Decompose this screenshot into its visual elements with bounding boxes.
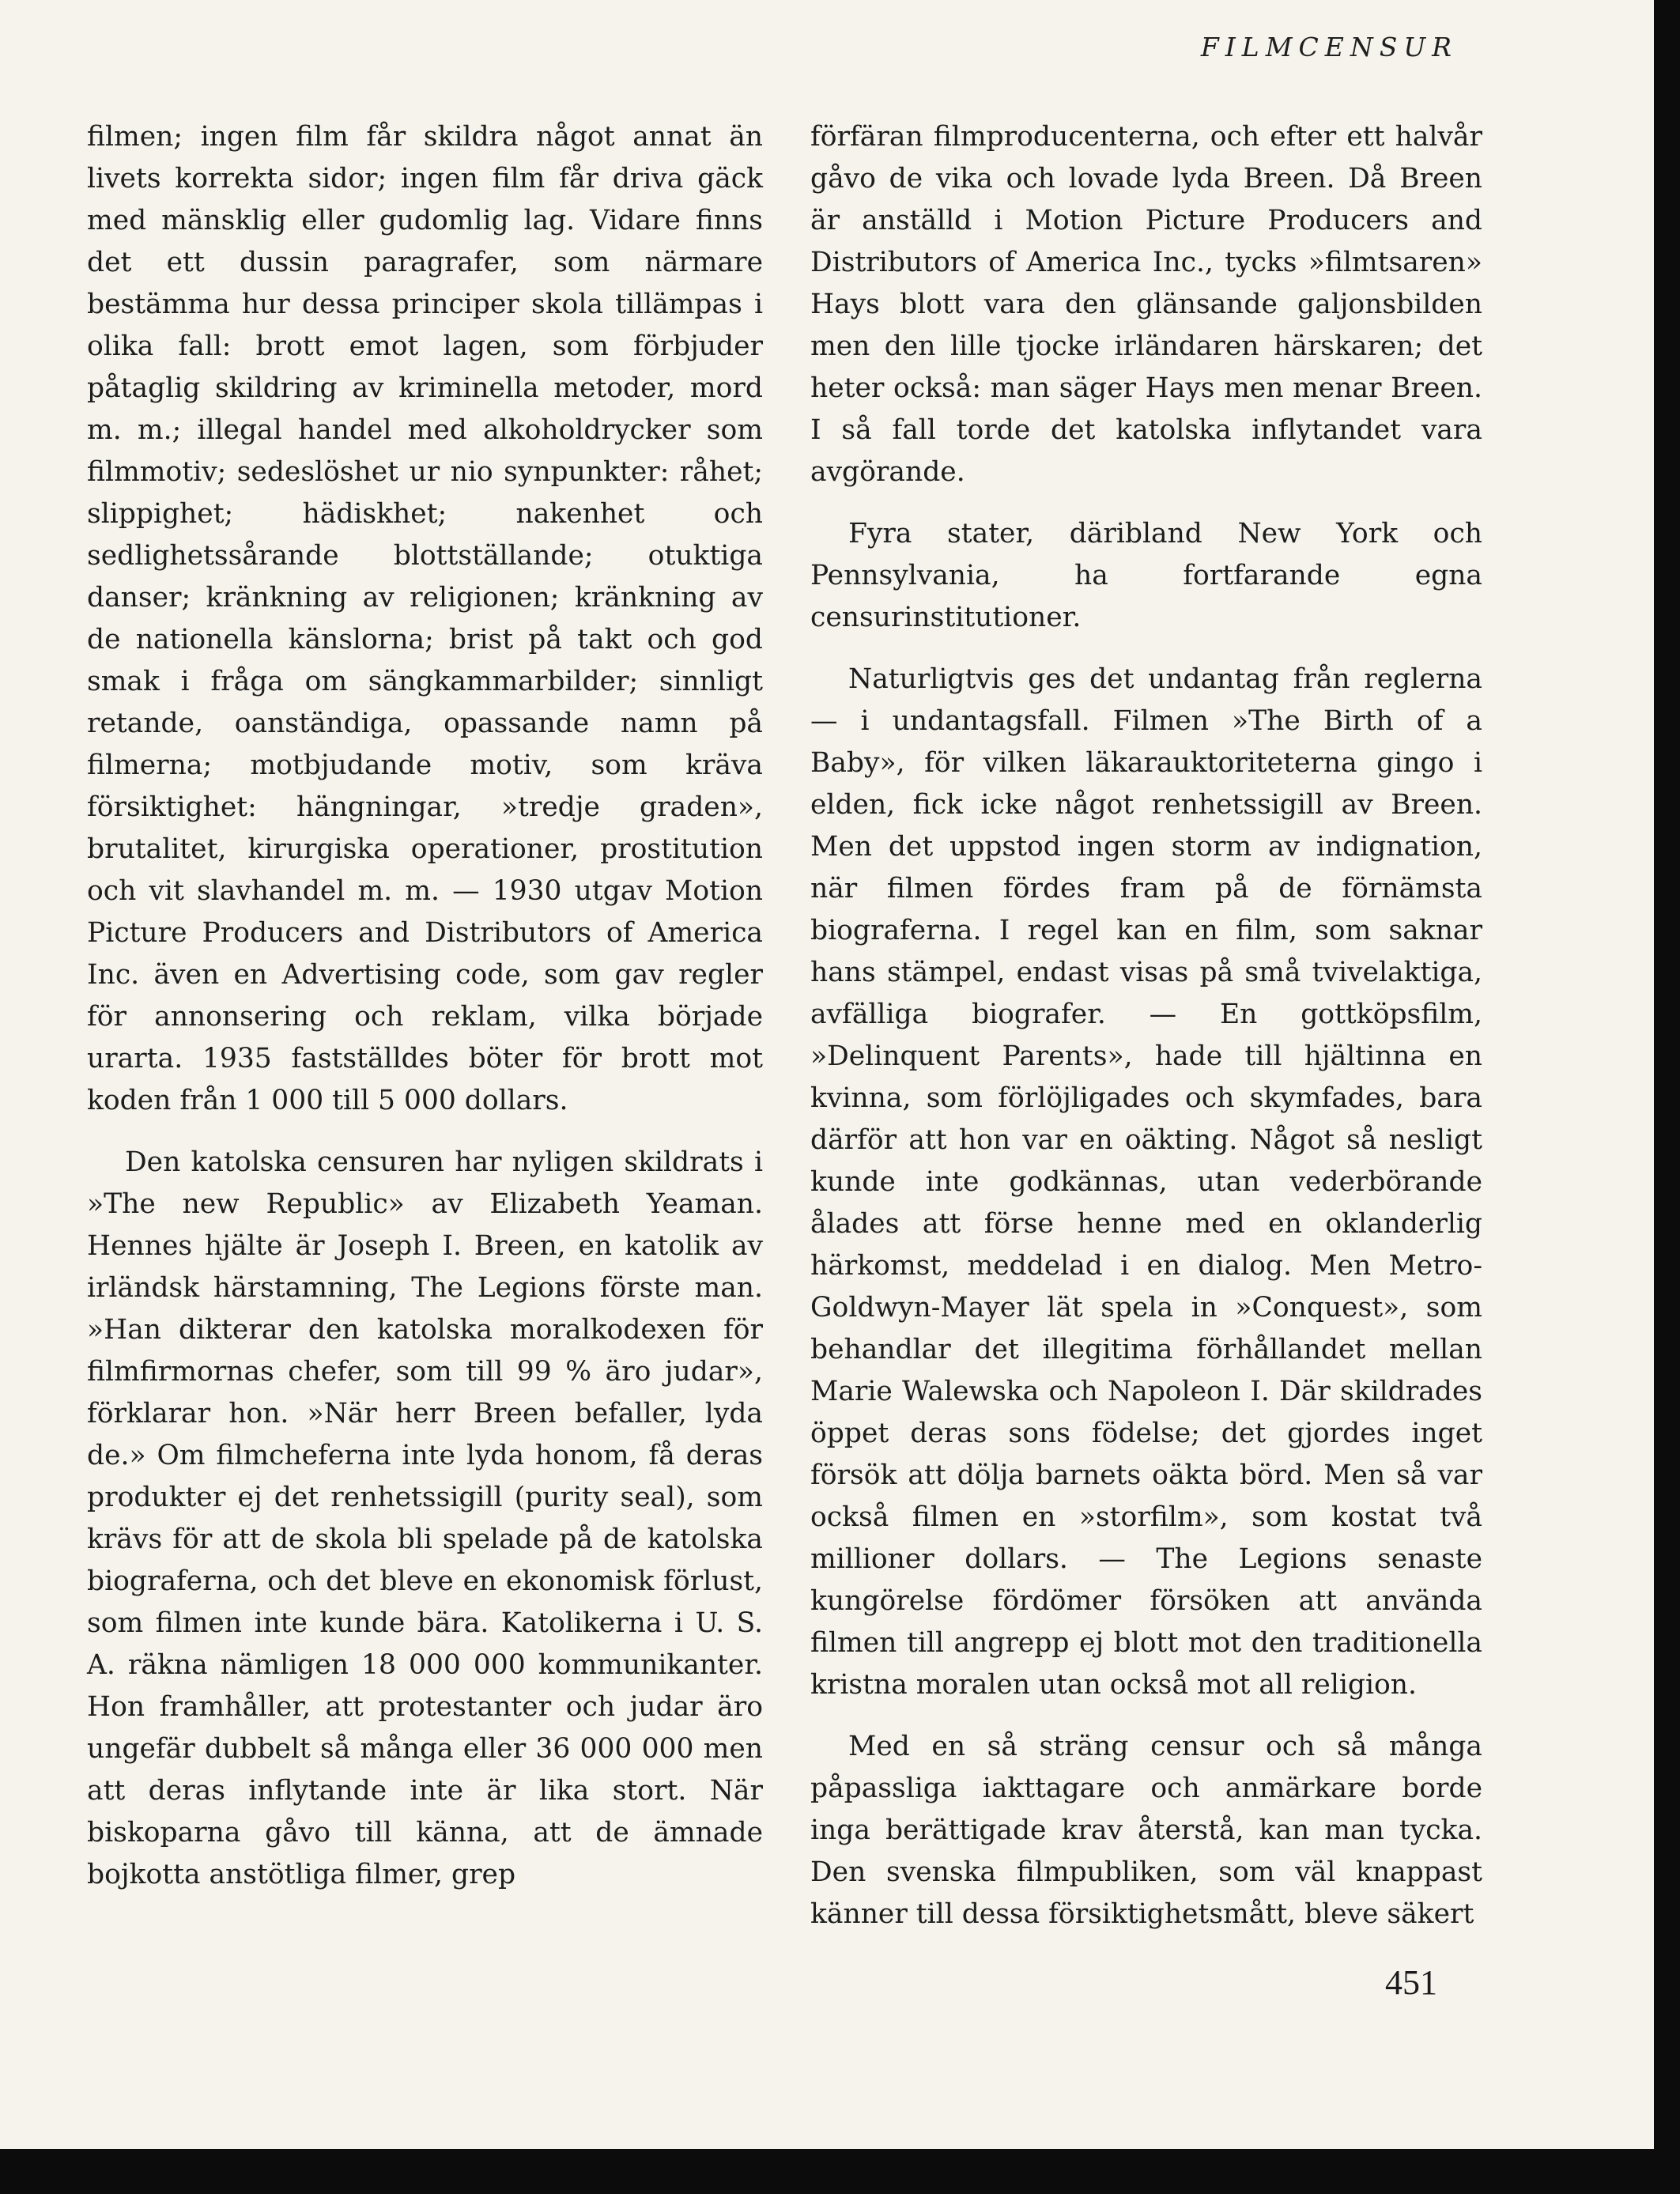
paragraph: förfäran filmproducenterna, och efter ett halvår gåvo de vika och lovade lyda Breen. Då Breen är anställd i Motion Picture Producers and Distributors of America Inc., tycks »filmtsaren» Hays blott vara den glänsande galjonsbilden men den lille tjocke irländaren härskaren; det heter också: man säger Hays men menar Breen. I så fall torde det katolska inflytandet vara avgörande. (810, 121, 1482, 488)
running-title: FILMCENSUR (1200, 32, 1458, 62)
right-column (810, 116, 1482, 1955)
paragraph: Den katolska censuren har nyligen skildrats i »The new Republic» av Elizabeth Yeaman. Hennes hjälte är Joseph I. Breen, en katolik av irländsk härstamning, The Legions förste man. »Han dikterar den katolska moralkodexen för filmfirmornas chefer, som till 99 % äro judar», förklarar hon. »När herr Breen befaller, lyda de.» Om filmcheferna inte lyda honom, få deras produkter ej det renhetssigill (purity seal), som krävs för att de skola bli spelade på de katolska biograferna, och det bleve en ekonomisk förlust, som filmen inte kunde bära. Katolikerna i U. S. A. räkna nämligen 18 000 000 kommunikanter. Hon framhåller, att protestanter och judar äro ungefär dubbelt så många eller 36 000 000 men att deras inflytande inte är lika stort. När biskoparna gåvo till känna, att de ämnade bojkotta anstötliga filmer, grep (87, 1146, 763, 1890)
paragraph: Naturligtvis ges det undantag från reglerna — i undantagsfall. Filmen »The Birth of a Baby», för vilken läkarauktoriteterna gingo i elden, fick icke något renhetssigill av Breen. Men det uppstod ingen storm av indignation, när filmen fördes fram på de förnämsta biograferna. I regel kan en film, som saknar hans stämpel, endast visas på små tvivelaktiga, avfälliga biografer. — En gottköpsfilm, »Delinquent Parents», hade till hjältinna en kvinna, som förlöjligades och skymfades, bara därför att hon var en oäkting. Något så nesligt kunde inte godkännas, utan vederbörande ålades att förse henne med en oklanderlig härkomst, meddelad i en dialog. Men Metro-Goldwyn-Mayer lät spela in »Conquest», som behandlar det illegitima förhållandet mellan Marie Walewska och Napoleon I. Där skildrades öppet deras sons födelse; det gjordes inget försök att dölja barnets oäkta börd. Men så var också filmen en »storfilm», som kostat två millioner dollars. — The Legions senaste kungörelse fördömer försöken att använda filmen till angrepp ej blott mot den traditionella kristna moralen utan också mot all religion. (810, 663, 1482, 1701)
paragraph: filmen; ingen film får skildra något annat än livets korrekta sidor; ingen film får driva gäck med mänsklig eller gudomlig lag. Vidare finns det ett dussin paragrafer, som närmare bestämma hur dessa principer skola tillämpas i olika fall: brott emot lagen, som förbjuder påtaglig skildring av kriminella metoder, mord m. m.; illegal handel med alkoholdrycker som filmmotiv; sedeslöshet ur nio synpunkter: råhet; slippighet; hädiskhet; nakenhet och sedlighetssårande blottställande; otuktiga danser; kränkning av religionen; kränkning av de nationella känslorna; brist på takt och god smak i fråga om sängkammarbilder; sinnligt retande, oanständiga, opassande namn på filmerna; motbjudande motiv, som kräva försiktighet: hängningar, »tredje graden», brutalitet, kirurgiska operationer, prostitution och vit slavhandel m. m. — 1930 utgav Motion Picture Producers and Distributors of America Inc. även en Advertising code, som gav regler för annonsering och reklam, vilka började urarta. 1935 fastställdes böter för brott mot koden från 1 000 till 5 000 dollars. (87, 121, 763, 1116)
paragraph: Fyra stater, däribland New York och Pennsylvania, ha fortfarande egna censurinstitutioner. (810, 518, 1482, 633)
page-number: 451 (1385, 1963, 1437, 2002)
paragraph: Med en så sträng censur och så många påpassliga iakttagare och anmärkare borde inga berättigade krav återstå, kan man tycka. Den svenska filmpubliken, som väl knappast känner till dessa försiktighetsmått, bleve säkert (810, 1731, 1482, 1930)
left-column (87, 116, 763, 1916)
